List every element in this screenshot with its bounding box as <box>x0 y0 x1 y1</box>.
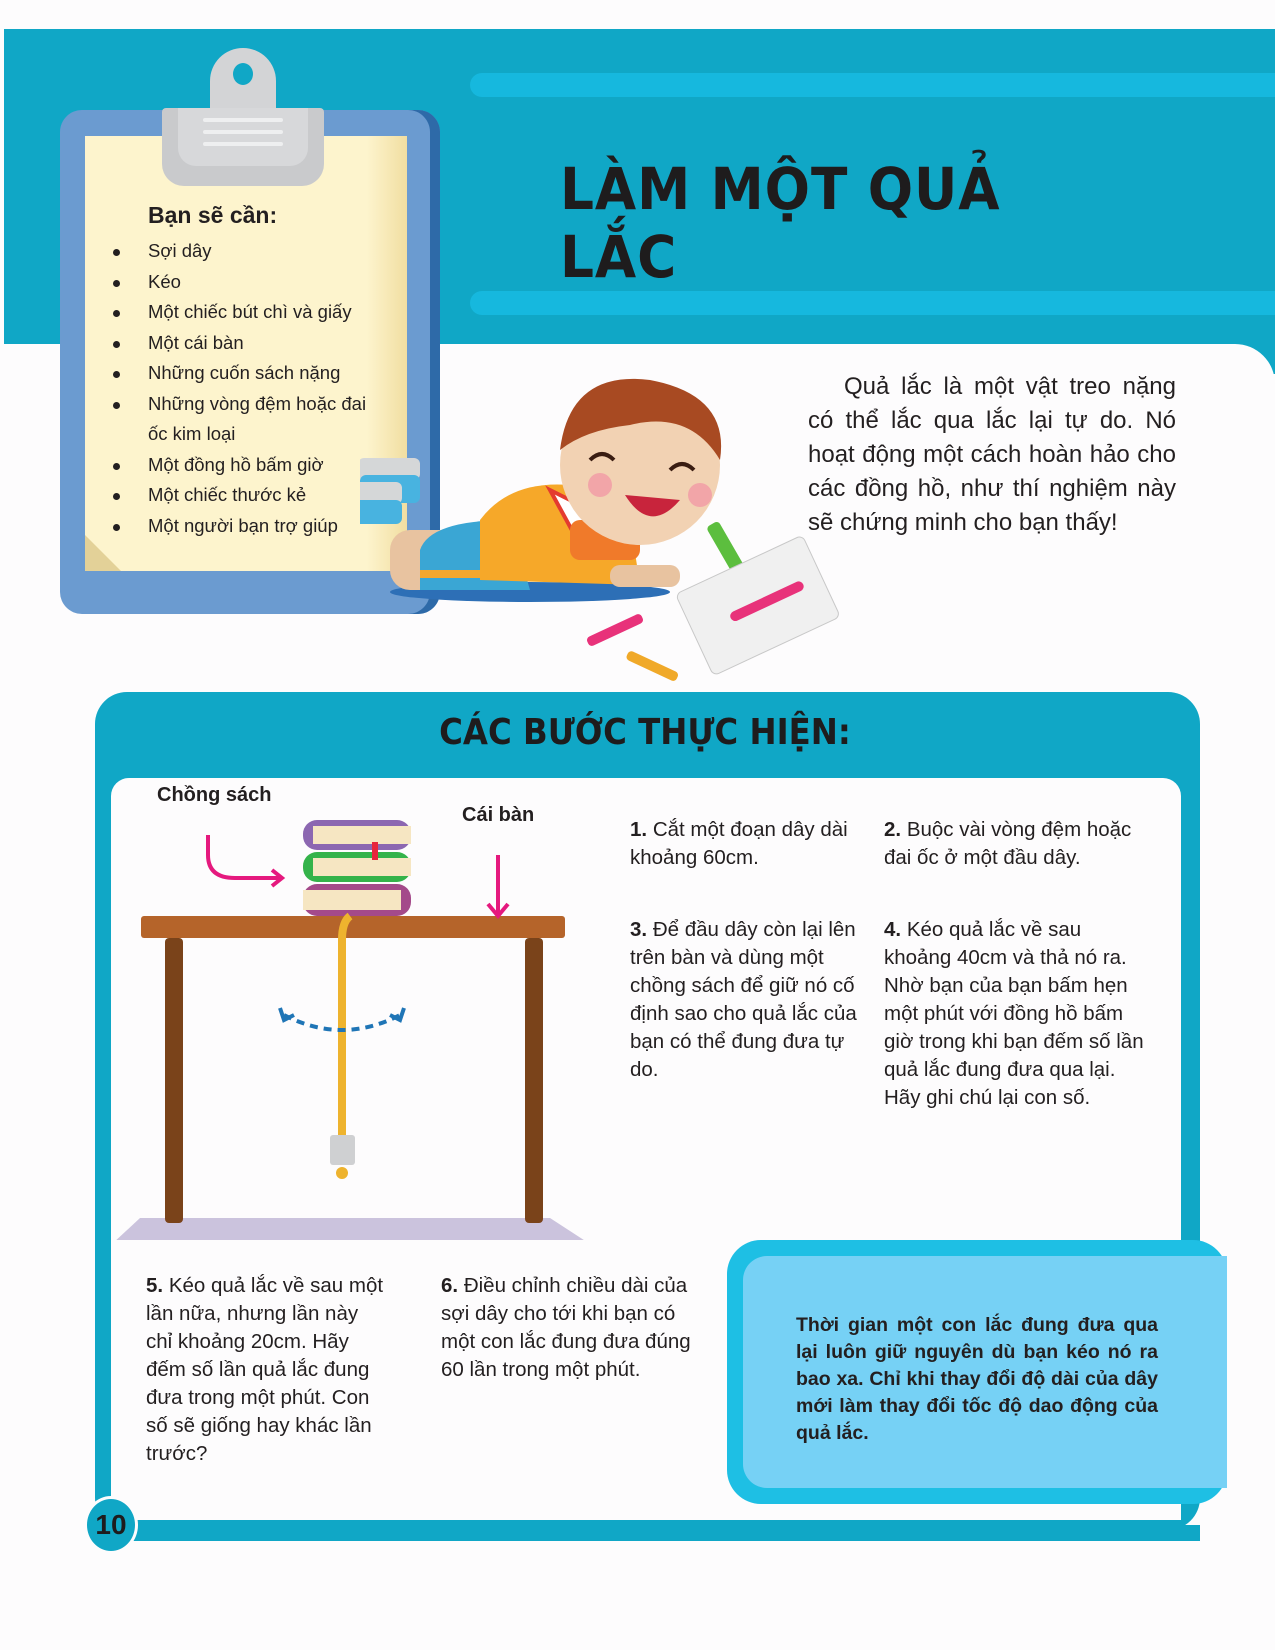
intro-paragraph: Quả lắc là một vật treo nặng có thể lắc qua lắc lại tự do. Nó hoạt động một cách hoàn hảo cho các đồng hồ, như thí nghiệm này sẽ chứng minh cho bạn thấy! <box>808 373 1176 536</box>
clip-inner <box>178 108 308 166</box>
label-books: Chồng sách <box>157 784 272 806</box>
materials-item: Một chiếc thước kẻ <box>108 480 388 511</box>
pencil-icon <box>625 650 679 682</box>
floor-shadow <box>112 1218 590 1240</box>
bottom-border <box>128 1525 1200 1541</box>
bookmark <box>372 842 378 860</box>
materials-item: Một đồng hồ bấm giờ <box>108 450 388 481</box>
washer-nut-icon <box>330 1135 355 1165</box>
clip-hole <box>233 63 253 85</box>
header-stripe-bottom <box>470 291 1275 315</box>
materials-item: Kéo <box>108 267 388 298</box>
label-table: Cái bàn <box>462 804 535 826</box>
step-5: 5. Kéo quả lắc về sau một lần nữa, nhưng lần này chỉ khoảng 20cm. Hãy đếm số lần quả lắc đung đưa trong một phút. Con số sẽ giống hay khác lần trước? <box>146 1274 384 1465</box>
materials-item: Một cái bàn <box>108 328 388 359</box>
kid-drawing-illustration <box>360 370 880 700</box>
materials-list <box>108 236 388 541</box>
clip-line <box>203 130 283 134</box>
shoe-icon <box>360 458 420 524</box>
step-3: 3. Để đầu dây còn lại lên trên bàn và dùng một chồng sách để giữ nó cố định sao cho quả lắc của bạn có thể đung đưa tự do. <box>630 918 857 1081</box>
table-icon <box>141 916 565 938</box>
book-stack-icon <box>303 820 411 916</box>
clip-line <box>203 118 283 122</box>
step-1: 1. Cắt một đoạn dây dài khoảng 60cm. <box>630 818 848 869</box>
step-4: 4. Kéo quả lắc về sau khoảng 40cm và thả nó ra. Nhờ bạn của bạn bấm hẹn một phút với đồng hồ bấm giờ trong khi bạn đếm số lần quả lắc đung đưa qua lại. Hãy ghi chú lại con số. <box>884 918 1144 1109</box>
step-2: 2. Buộc vài vòng đệm hoặc đai ốc ở một đầu dây. <box>884 818 1132 869</box>
materials-item: Một chiếc bút chì và giấy <box>108 297 388 328</box>
arrow-books-icon <box>208 835 280 878</box>
materials-heading: Bạn sẽ cần: <box>148 202 278 228</box>
materials-item: Những vòng đệm hoặc đai ốc kim loại <box>108 389 388 450</box>
page-number: 10 <box>84 1496 138 1554</box>
step-6: 6. Điều chỉnh chiều dài của sợi dây cho tới khi bạn có một con lắc đung đưa đúng 60 lần trong một phút. <box>441 1274 691 1381</box>
pencil-icon <box>586 613 645 647</box>
pendulum-diagram <box>110 800 600 1240</box>
header-stripe-top <box>470 73 1275 97</box>
fact-note-text: Thời gian một con lắc đung đưa qua lại luôn giữ nguyên dù bạn kéo nó ra bao xa. Chỉ khi thay đổi độ dài của dây mới làm thay đổi tốc độ dao động của quả lắc. <box>796 1314 1158 1444</box>
page-title: LÀM MỘT QUẢ LẮC <box>560 155 1001 291</box>
materials-item: Sợi dây <box>108 236 388 267</box>
table-leg <box>165 938 183 1223</box>
steps-heading: CÁC BƯỚC THỰC HIỆN: <box>439 712 851 753</box>
materials-item: Một người bạn trợ giúp <box>108 511 388 542</box>
clip-line <box>203 142 283 146</box>
notebook-icon <box>675 535 840 676</box>
table-leg <box>525 938 543 1223</box>
materials-item: Những cuốn sách nặng <box>108 358 388 389</box>
